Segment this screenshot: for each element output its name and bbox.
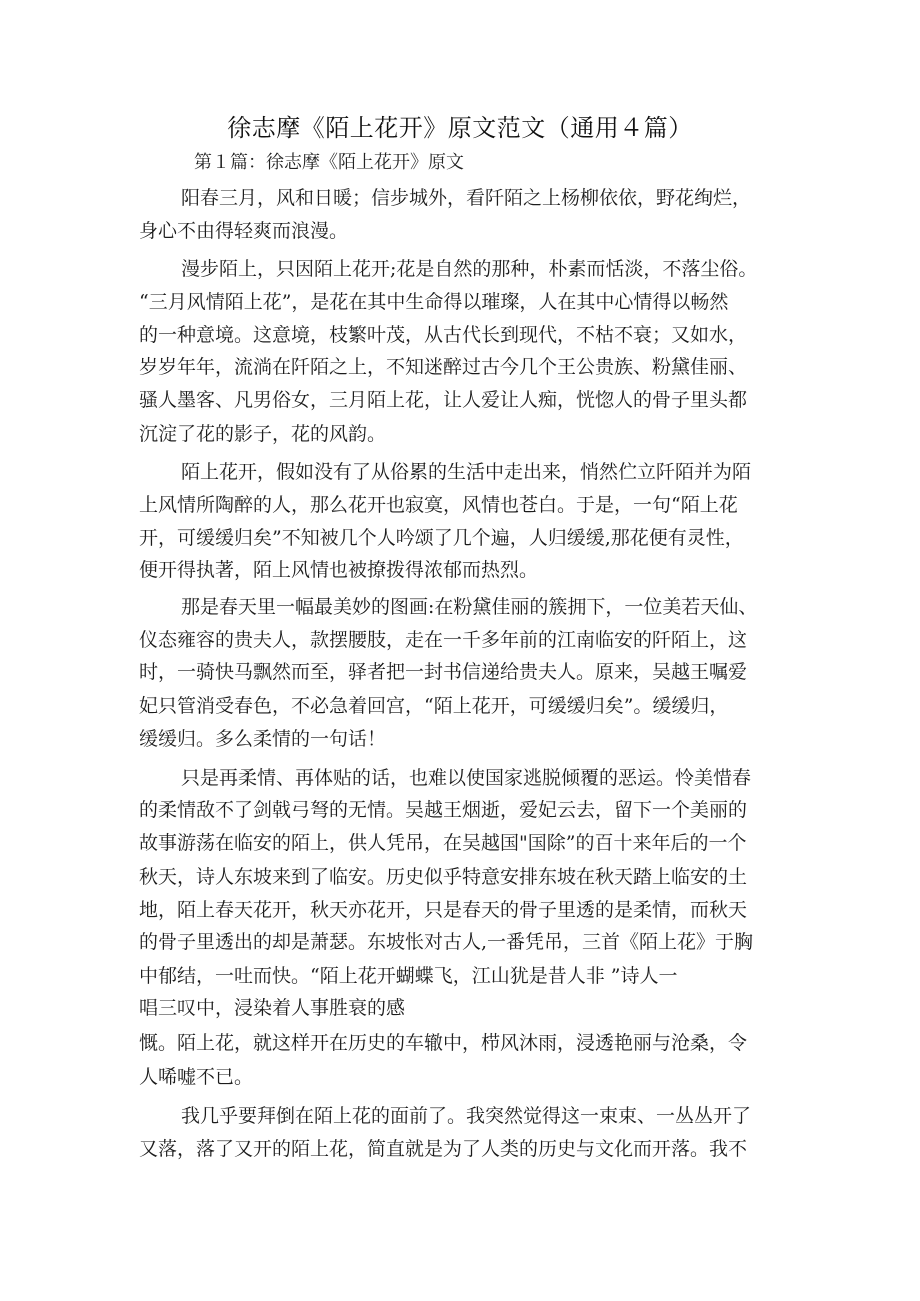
paragraph-line: 漫步陌上，只因陌上花开;花是自然的那种，朴素而恬淡，不落尘俗。 (181, 258, 758, 280)
paragraph-line: 我几乎要拜倒在陌上花的面前了。我突然觉得这一束束、一丛丛开了 (181, 1105, 752, 1127)
paragraph-line: 岁岁年年，流淌在阡陌之上，不知迷醉过古今几个王公贵族、粉黛佳丽、 (139, 356, 748, 378)
paragraph-line: 妃只管消受春色，不必急着回宫，“陌上花开，可缓缓归矣”。缓缓归， (139, 695, 729, 717)
paragraph-line: 唱三叹中，浸染着人事胜衰的感 (139, 997, 406, 1019)
paragraph-line: 阳春三月，风和日暖；信步城外，看阡陌之上杨柳依依，野花绚烂， (181, 187, 752, 209)
paragraph-line: 又落，落了又开的陌上花，简直就是为了人类的历史与文化而开落。我不 (139, 1138, 748, 1160)
paragraph-line: “三月风情陌上花”，是花在其中生命得以璀璨，人在其中心情得以畅然 (139, 291, 729, 313)
paragraph-line: 人唏嘘不已。 (139, 1066, 254, 1088)
paragraph-line: 仪态雍容的贵夫人，款摆腰肢，走在一千多年前的江南临安的阡陌上，这 (139, 629, 748, 651)
paragraph-line: 的一种意境。这意境，枝繁叶茂，从古代长到现代，不枯不衰；又如水， (139, 324, 748, 346)
paragraph-line: 的柔情敌不了剑戟弓弩的无情。吴越王烟逝，爱妃云去，留下一个美丽的 (139, 799, 748, 821)
paragraph-line: 中郁结，一吐而快。“陌上花开蝴蝶飞，江山犹是昔人非 ”诗人一 (139, 965, 678, 987)
paragraph-line: 只是再柔情、再体贴的话，也难以使国家逃脱倾覆的恶运。怜美惜春 (181, 767, 752, 789)
paragraph-line: 的骨子里透出的却是萧瑟。东坡怅对古人,一番凭吊，三首《陌上花》于胸 (139, 931, 754, 953)
paragraph-line: 沉淀了花的影子，花的风韵。 (139, 423, 387, 445)
paragraph-line: 陌上花开，假如没有了从俗累的生活中走出来，悄然伫立阡陌并为陌 (181, 461, 752, 483)
paragraph-line: 身心不由得轻爽而浪漫。 (139, 220, 349, 242)
paragraph-line: 那是春天里一幅最美妙的图画:在粉黛佳丽的簇拥下，一位美若天仙、 (181, 596, 758, 618)
paragraph-line: 开，可缓缓归矣”不知被几个人吟颂了几个遍，人归缓缓,那花便有灵性， (139, 527, 744, 549)
paragraph-line: 上风情所陶醉的人，那么花开也寂寞，风情也苍白。于是，一句“陌上花 (139, 494, 738, 516)
paragraph-line: 便开得执著，陌上风情也被撩拨得浓郁而热烈。 (139, 559, 539, 581)
paragraph-line: 缓缓归。多么柔情的一句话！ (139, 728, 387, 750)
section-heading: 第１篇：徐志摩《陌上花开》原文 (194, 152, 464, 173)
paragraph-line: 骚人墨客、凡男俗女，三月陌上花，让人爱让人痴，恍惚人的骨子里头都 (139, 389, 748, 411)
paragraph-line: 故事游荡在临安的陌上，供人凭吊，在吴越国"国除”的百十来年后的一个 (139, 832, 747, 854)
document-title: 徐志摩《陌上花开》原文范文（通用４篇） (227, 114, 693, 142)
paragraph-line: 地，陌上春天花开，秋天亦花开，只是春天的骨子里透的是柔情，而秋天 (139, 899, 748, 921)
paragraph-line: 时，一骑快马飘然而至，驿者把一封书信递给贵夫人。原来，吴越王嘱爱 (139, 661, 748, 683)
paragraph-line: 慨。陌上花，就这样开在历史的车辙中，栉风沐雨，浸透艳丽与沧桑，令 (139, 1032, 748, 1054)
paragraph-line: 秋天，诗人东坡来到了临安。历史似乎特意安排东坡在秋天踏上临安的土 (139, 866, 748, 888)
